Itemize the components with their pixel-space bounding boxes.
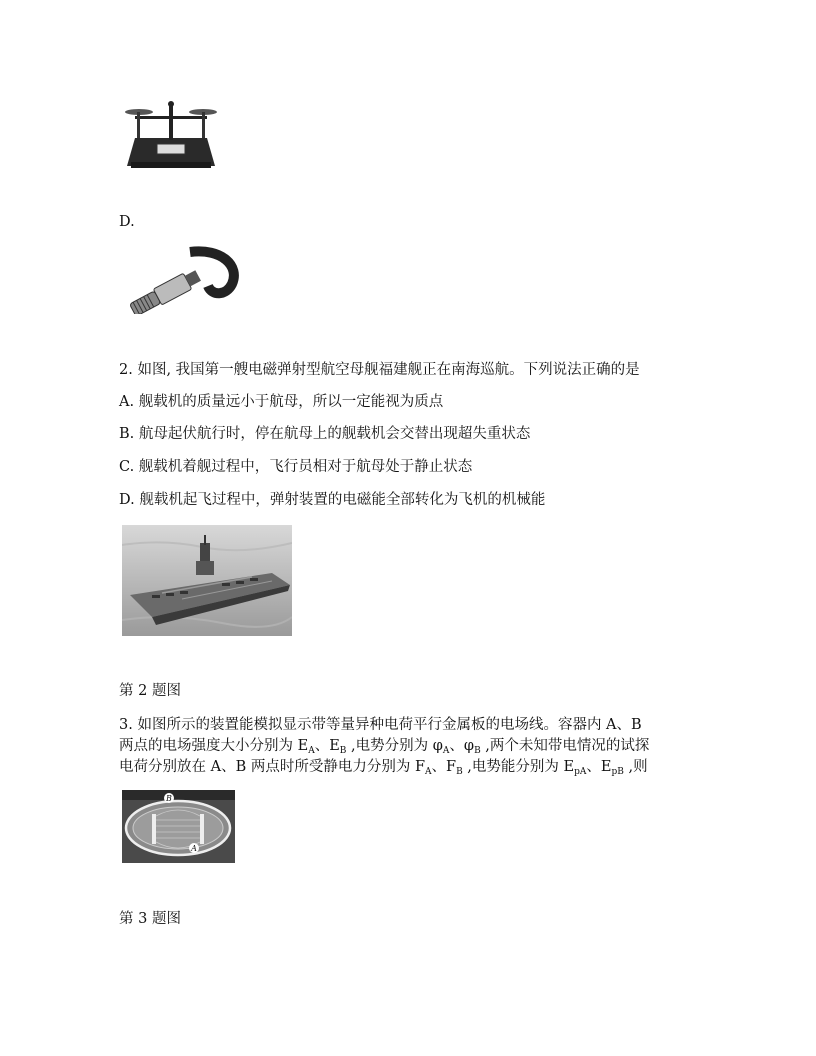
q3-line-1: 3. 如图所示的装置能模拟显示带等量异种电荷平行金属板的电场线。容器内 A、B bbox=[119, 717, 642, 733]
q2-option-b: B. 航母起伏航行时，停在航母上的舰载机会交替出现超失重状态 bbox=[119, 426, 531, 442]
q2-option-d: D. 舰载机起飞过程中，弹射装置的电磁能全部转化为飞机的机械能 bbox=[119, 492, 546, 508]
q2-figure-caption: 第 2 题图 bbox=[119, 683, 181, 699]
balance-scale-image bbox=[121, 98, 221, 170]
aircraft-carrier-photo bbox=[122, 525, 292, 636]
q2-option-c: C. 舰载机着舰过程中，飞行员相对于航母处于静止状态 bbox=[119, 459, 473, 475]
q3-line-2: 两点的电场强度大小分别为 $E_A$、$E_B$ ,电势分别为 $\varphi_A$、$\varphi_B$ ,两个未知带电情况的试探 bbox=[119, 738, 650, 756]
micrometer-image bbox=[122, 246, 240, 314]
figure-label-b: B bbox=[166, 794, 172, 803]
figure-label-a: A bbox=[191, 844, 197, 853]
q2-option-a: A. 舰载机的质量远小于航母，所以一定能视为质点 bbox=[119, 394, 444, 410]
q3-figure-caption: 第 3 题图 bbox=[119, 911, 181, 927]
q3-line-3: 电荷分别放在 A、B 两点时所受静电力分别为 $F_A$、$F_B$ ,电势能分别为 $E_{pA}$、$E_{pB}$ ,则 bbox=[119, 759, 648, 777]
option-d-label: D. bbox=[119, 214, 135, 230]
q2-stem: 2. 如图, 我国第一艘电磁弹射型航空母舰福建舰正在南海巡航。下列说法正确的是 bbox=[119, 362, 640, 378]
electric-field-container-photo bbox=[122, 790, 235, 863]
